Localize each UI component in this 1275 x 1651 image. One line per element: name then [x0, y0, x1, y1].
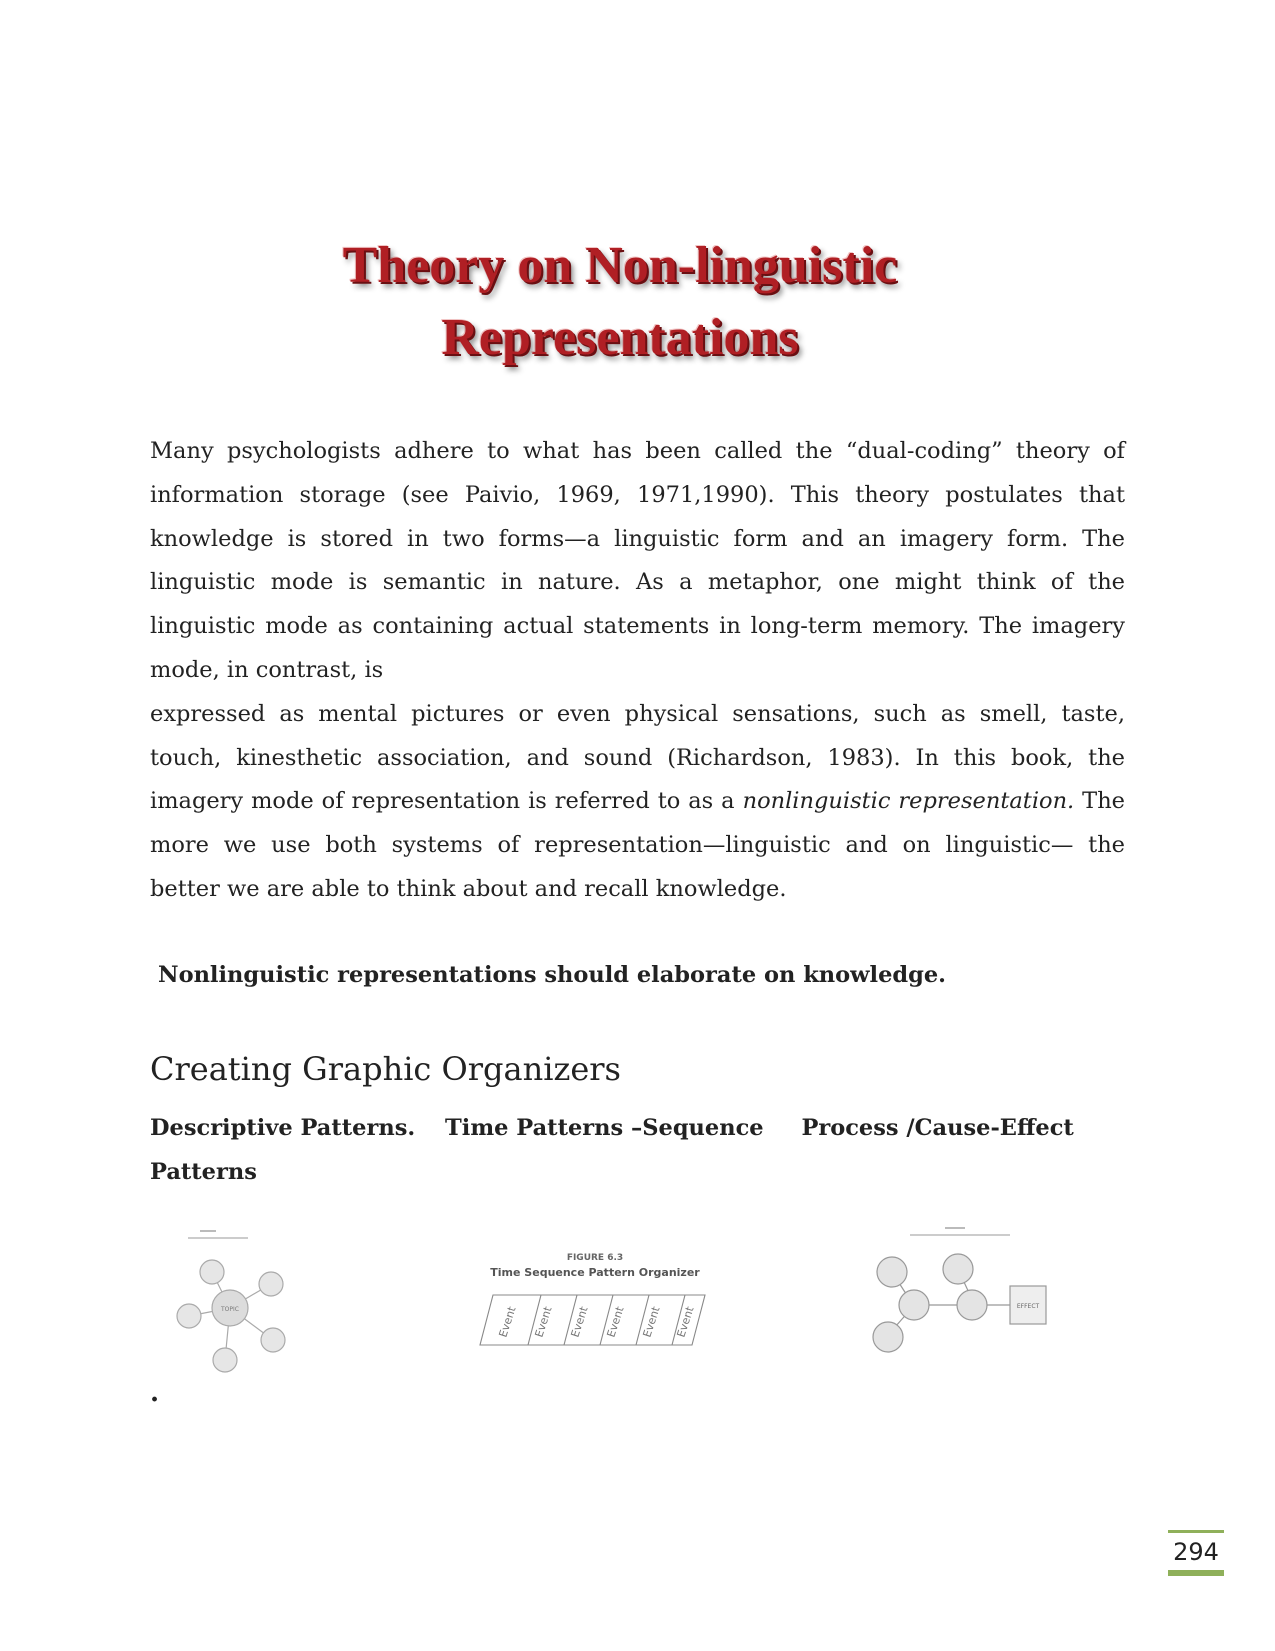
paragraph-2-end: The more we use both systems of representation—linguistic and on linguistic— the better we are able to think about and recall knowledge.	[150, 788, 1125, 902]
cause-effect-figure	[870, 1225, 1050, 1355]
event-label-1: Event	[496, 1304, 519, 1339]
descriptive-pattern-figure	[170, 1228, 310, 1378]
topic-label: TOPIC	[221, 1306, 239, 1313]
pattern-time: Time Patterns –Sequence	[445, 1115, 764, 1141]
cause-effect-diagram	[870, 1225, 1050, 1355]
page-title	[240, 230, 1000, 374]
stray-dot: .	[150, 1378, 160, 1408]
page-number: 294	[1168, 1530, 1224, 1576]
emphasis-statement: Nonlinguistic representations should elaborate on knowledge.	[158, 962, 947, 988]
pattern-process-continued: Patterns	[150, 1159, 257, 1185]
pattern-process: Process /Cause-Effect	[801, 1115, 1074, 1141]
effect-label: EFFECT	[1016, 1303, 1040, 1310]
section-heading: Creating Graphic Organizers	[150, 1050, 621, 1088]
event-label-3: Event	[568, 1304, 591, 1339]
pattern-labels	[150, 1106, 1125, 1194]
page-title-line-1: Theory on Non-linguistic	[342, 236, 898, 294]
paragraph-2-italic-term: nonlinguistic representation.	[742, 788, 1075, 815]
paragraph-1: Many psychologists adhere to what has been called the “dual-coding” theory of information storage (see Paivio, 1969, 1971,1990). This theory postulates that knowledge is stored in two forms—a linguistic form and an imagery form. The linguistic mode is semantic in nature. As a metaphor, one might think of the linguistic mode as containing actual statements in long-term memory. The imagery mode, in contrast, is	[150, 438, 1125, 683]
event-label-2: Event	[532, 1304, 555, 1339]
body-text	[150, 430, 1125, 912]
paragraph-2	[150, 693, 1125, 912]
event-label-4: Event	[604, 1304, 627, 1339]
pattern-descriptive: Descriptive Patterns.	[150, 1115, 416, 1141]
page-title-line-2: Representations	[441, 308, 799, 366]
event-label-6: Event	[674, 1304, 697, 1339]
descriptive-pattern-diagram	[170, 1228, 310, 1378]
time-sequence-diagram	[470, 1250, 720, 1350]
event-label-5: Event	[640, 1304, 663, 1339]
figure-label: FIGURE 6.3	[566, 1253, 624, 1263]
figure-title: Time Sequence Pattern Organizer	[490, 1266, 700, 1279]
paragraph-2-start: expressed as mental pictures or even physical sensations, such as smell, taste, touch, kinesthetic association, and sound (Richardson, 1983). In this book, the imagery mode of representation is referred to as a	[150, 700, 1125, 815]
time-sequence-figure	[470, 1250, 720, 1350]
